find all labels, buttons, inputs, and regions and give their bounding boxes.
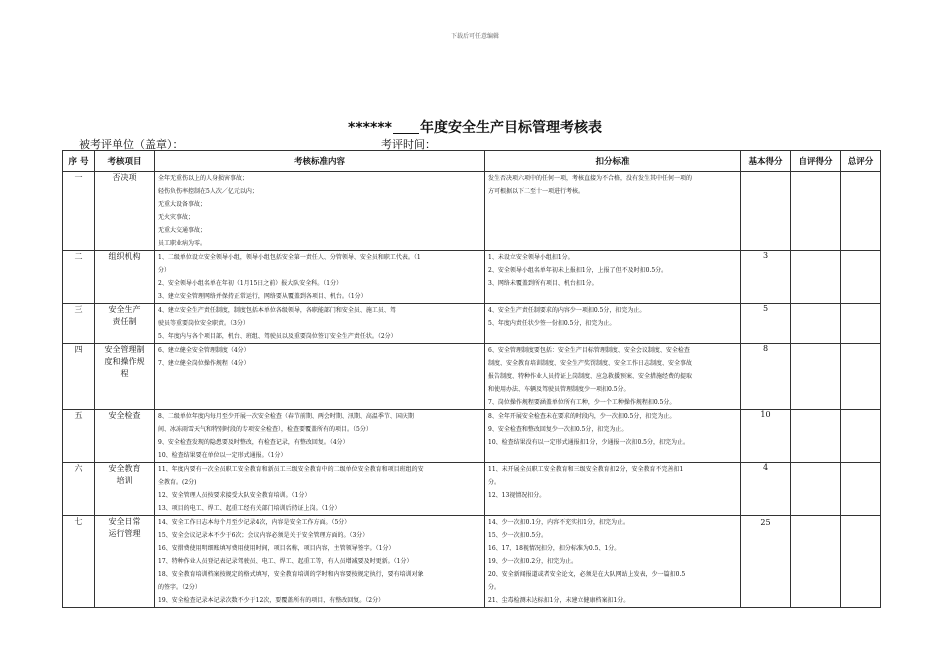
deduction-line: 报告制度、特种作业人员持证上岗制度、应急救援预案、安全措施经费的提取 [488,373,693,380]
item-label-line: 运行管理 [108,529,141,538]
base-score-cell: 3 [741,251,791,304]
deduction-line: 发生否决项六项中的任何一项，考核直接为不合格，没有发生其中任何一项的 [488,175,693,182]
total-score-cell[interactable] [841,251,881,304]
header-seq: 序 号 [63,151,95,172]
standard-line: 4、建立安全生产责任制度，制度包括本单位各级领导，各职能部门和安全员、施工员、驾 [158,307,396,314]
row-item [95,516,155,608]
deduction-line: 11、未开展全员职工安全教育和三级安全教育扣2分，安全教育不完善扣1 [488,466,684,473]
base-score-cell: 10 [741,410,791,463]
standard-line: 间、冰冻雨雪天气和特别时段的专项安全检查），检查要覆盖所有的项目。（5分） [158,426,372,433]
table-row [63,410,881,463]
standard-line: 2、安全领导小组名单在年初（1月15日之前）报大队安全科。（1分） [158,280,343,287]
deduction-line: 3、网络未覆盖到所有项目、机台扣1分。 [488,280,598,287]
self-score-cell[interactable] [791,463,841,516]
self-score-cell[interactable] [791,304,841,344]
deduction-line: 6、安全管理制度要包括：安全生产目标管理制度、安全会议制度、安全检查 [488,347,690,354]
standard-line: 13、项目的电工、焊工、起重工经有关部门培训后持证上岗。（1分） [158,505,341,512]
standard-line: 18、安全教育培训档案按规定的格式填写，安全教育培训的学时和内容要按规定执行，要有培训对象 [158,571,424,578]
header-total-score: 总评分 [841,151,881,172]
standard-line: 轻伤负伤率控制在5人次／亿元以内； [158,188,258,195]
standard-line: 14、安全工作日志本每个月至少记录4次，内容是安全工作方面。（5分） [158,519,351,526]
base-score-cell [741,172,791,251]
total-score-cell[interactable] [841,463,881,516]
row-item [95,410,155,463]
row-item [95,344,155,410]
item-label-line: 培训 [116,476,133,485]
row-standard [155,463,485,516]
title-prefix: ****** [348,120,392,136]
standard-line: 10、检查结果要在单位以一定形式通报。（1分） [158,452,287,459]
base-score-cell: 8 [741,344,791,410]
total-score-cell[interactable] [841,516,881,608]
standard-line: 9、安全检查发现的隐患要及时整改，有检查记录，有整改回复。（4分） [158,439,349,446]
row-item [95,172,155,251]
self-score-cell[interactable] [791,251,841,304]
row-standard [155,516,485,608]
base-score-cell: 4 [741,463,791,516]
table-row [63,463,881,516]
deduction-line: 9、安全检查和整改回复少一次扣0.5分，扣完为止。 [488,426,628,433]
standard-line: 无火灾事故； [158,214,195,221]
row-item [95,463,155,516]
header-standard: 考核标准内容 [155,151,485,172]
row-seq: 二 [63,251,95,304]
total-score-cell[interactable] [841,410,881,463]
total-score-cell[interactable] [841,304,881,344]
standard-line: 驶员等重要岗位安全职责。（3分） [158,320,249,327]
standard-line: 8、二级单位年度内每月至少开展一次安全检查（春节前期、两会时期、汛期、高温季节、国庆期 [158,413,414,420]
row-seq: 七 [63,516,95,608]
self-score-cell[interactable] [791,172,841,251]
standard-line: 1、二级单位设立安全领导小组，领导小组包括安全第一责任人、分管领导、安全员和职工代表。（1 [158,254,421,261]
standard-line: 3、建立安全管理网络并保持正常运行，网络要从覆盖到各项目、机台。（1分） [158,293,367,300]
row-deduction [485,251,741,304]
deduction-line: 分。 [488,479,501,486]
item-label-line: 安全教育 [108,464,141,473]
header-base-score: 基本得分 [741,151,791,172]
item-label-line: 程 [120,369,129,378]
standard-line: 全年无重伤以上的人身损害事故； [158,175,249,182]
standard-line: 的签字。（2分） [158,584,201,591]
standard-line: 17、特种作业人员登记表记录驾驶员、电工、焊工、起重工等，有人员增减要及时更新。（1分） [158,558,413,565]
row-deduction [485,172,741,251]
standard-line: 12、安全管理人员按要求接受大队安全教育培训。（1分） [158,492,311,499]
row-item [95,251,155,304]
deduction-line: 4、安全生产责任制要求的内容少一项扣0.5分，扣完为止。 [488,307,646,314]
deduction-line: 1、未设立安全领导小组扣1分。 [488,254,574,261]
standard-line: 11、年度内要有一次全员职工安全教育和新员工三级安全教育中的二级单位安全教育和项目班组的安 [158,466,424,473]
standard-line: 无重大设备事故； [158,201,207,208]
standard-line: 15、安全会议记录本不少于6次；会议内容必须是关于安全管理方面的。（3分） [158,532,369,539]
standard-line: 6、建立健全安全管理制度（4分） [158,347,250,354]
header-note: 下载后可任意编辑 [450,33,499,40]
row-seq: 四 [63,344,95,410]
standard-line: 分） [158,267,171,274]
row-standard [155,251,485,304]
standard-line: 7、建立健全岗位操作规程（4分） [158,360,250,367]
deduction-line: 8、全年开展安全检查未在要求的时段内，少一次扣0.5分，扣完为止。 [488,413,676,420]
deduction-line: 21、尘毒检测未达标扣1分，未建立健康档案扣1分。 [488,597,630,604]
standard-line: 19、安全检查记录本记录次数不少于12次，要覆盖所有的项目，有整改回复。（2分） [158,597,385,604]
row-deduction [485,304,741,344]
self-score-cell[interactable] [791,516,841,608]
deduction-line: 分。 [488,584,501,591]
row-seq: 一 [63,172,95,251]
row-deduction [485,344,741,410]
deduction-line: 12、13视情况扣分。 [488,492,546,499]
table-row [63,251,881,304]
item-label-line: 安全生产 [108,305,141,314]
deduction-line: 2、安全领导小组名单年初未上报扣1分，上报了但不及时扣0.5分。 [488,267,668,274]
standard-line: 无重大交通事故； [158,227,207,234]
row-standard [155,304,485,344]
row-seq: 三 [63,304,95,344]
total-score-cell[interactable] [841,344,881,410]
standard-line: 16、安措费使用明细账填写费用使用时间，项目名称，项目内容，主管领导签字。（1分） [158,545,395,552]
self-score-cell[interactable] [791,410,841,463]
row-deduction [485,516,741,608]
item-label-line: 安全日常 [108,517,141,526]
table-row [63,344,881,410]
standard-line: 5、年度内与各个项目部，机台、班组、驾驶员以及重要岗位签订安全生产责任状。（2分） [158,333,397,340]
assessment-time-label: 考评时间： [381,138,436,151]
table-row [63,516,881,608]
assessed-unit-label: 被考评单位（盖章）： [79,138,184,151]
deduction-line: 方可根据以下二至十一项进行考核。 [488,188,585,195]
title-suffix: 年度安全生产目标管理考核表 [419,120,602,136]
row-standard [155,410,485,463]
deduction-line: 19、少一次扣0.2分，扣完为止。 [488,558,578,565]
header-self-score: 自评得分 [791,151,841,172]
table-row [63,172,881,251]
table-row [63,304,881,344]
base-score-cell: 25 [741,516,791,608]
deduction-line: 和使用办法、车辆及驾驶员管理制度少一项扣0.5分。 [488,386,630,393]
row-seq: 六 [63,463,95,516]
deduction-line: 5、年度内责任状少签一份扣0.5分，扣完为止。 [488,320,616,327]
row-item [95,304,155,344]
self-score-cell[interactable] [791,344,841,410]
row-deduction [485,463,741,516]
deduction-line: 16、17、18视情况扣分，扣分标准为0.5、1分。 [488,545,621,552]
deduction-line: 制度、安全教育培训制度、安全生产奖罚制度、安全工作日志制度、安全事故 [488,360,693,367]
item-label-line: 安全管理制 [104,345,145,354]
row-standard [155,172,485,251]
row-seq: 五 [63,410,95,463]
item-label-line: 责任制 [112,317,137,326]
row-deduction [485,410,741,463]
deduction-line: 7、岗位操作规程要涵盖单位所有工种，少一个工种操作规程扣0.5分。 [488,399,676,406]
item-label-line: 否决项 [112,173,137,182]
deduction-line: 20、安全新闻报道或者安全论文，必须是在大队网站上发表，少一篇扣0.5 [488,571,686,578]
row-standard [155,344,485,410]
document-title [0,117,950,137]
header-deduction: 扣分标准 [485,151,741,172]
standard-line: 员工职业病为零。 [158,240,207,247]
assessment-table [62,150,881,608]
deduction-line: 15、少一次扣0.5分。 [488,532,548,539]
header-item: 考核项目 [95,151,155,172]
standard-line: 全教育。(2分) [158,479,197,486]
base-score-cell: 5 [741,304,791,344]
deduction-line: 14、少一次扣0.1分，内容不充实扣1分，扣完为止。 [488,519,629,526]
item-label-line: 度和操作规 [104,357,145,366]
deduction-line: 10、检查结果没有以一定形式通报扣1分，少通报一次扣0.5分，扣完为止。 [488,439,689,446]
table-header-row [63,151,881,172]
item-label-line: 组织机构 [108,252,141,261]
item-label-line: 安全检查 [108,411,141,420]
year-blank [393,121,419,134]
total-score-cell[interactable] [841,172,881,251]
